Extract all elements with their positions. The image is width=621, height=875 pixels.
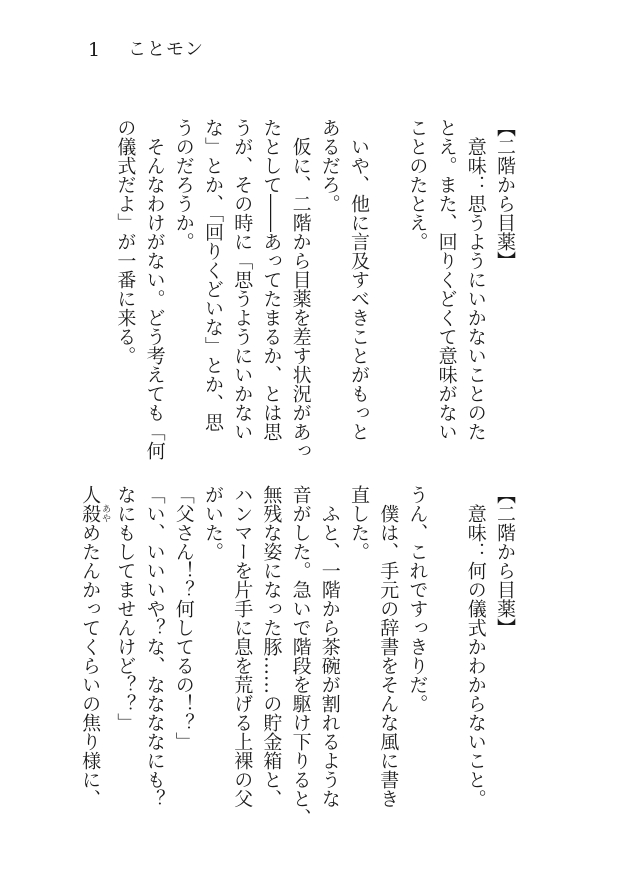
ruby-annotated-char <box>79 504 111 523</box>
running-title: ことモン <box>128 39 204 60</box>
blank-line <box>373 118 402 470</box>
text-line: ハンマーを片手に息を荒げる上裸の父 <box>231 485 254 808</box>
text-line: 仮に、二階から目薬を差す状況があっ <box>289 137 312 460</box>
text-line: うのだろうか。 <box>172 118 195 251</box>
text-line: うが、その時に「思うようにいかない <box>231 118 254 441</box>
definition-line: ことのたとえ。 <box>406 118 429 251</box>
ruby-reading: あや <box>100 504 111 523</box>
text-line: ふと、一階から茶碗が割れるような <box>318 504 341 808</box>
text-segment: 人 <box>79 485 102 504</box>
blank-line <box>431 485 460 837</box>
ruby-base: 殺 <box>79 504 102 523</box>
text-line: 音がした。急いで階段を駆け下りると、 <box>289 485 312 827</box>
page-number: 1 <box>88 39 101 61</box>
entry-heading: 【二階から目薬】 <box>494 118 516 270</box>
text-line: そんなわけがない。どう考えても「何 <box>143 137 166 460</box>
text-line <box>75 485 110 837</box>
lower-text-block <box>75 485 519 837</box>
text-segment: めたんかってくらいの焦り様に、 <box>79 523 102 808</box>
text-line: たとして――あってたまるか、とは思 <box>260 118 283 441</box>
text-line: な」とか、「回りくどいな」とか、思 <box>201 118 224 432</box>
text-line: の儀式だよ」が一番に来る。 <box>114 118 137 365</box>
entry-heading: 【二階から目薬】 <box>494 485 516 637</box>
text-line: 僕は、手元の辞書をそんな風に書き <box>377 504 400 808</box>
definition-line: とえ。また、回りくどくて意味がない <box>435 118 458 441</box>
text-line: あるだろ。 <box>318 118 341 213</box>
text-line: 無残な姿になった豚……の貯金箱と、 <box>260 485 283 808</box>
dialogue-line: 「父さん！？何してるの！？」 <box>172 485 195 751</box>
dialogue-line: なにもしてませんけど？？」 <box>114 485 137 732</box>
dialogue-line: 「い、いいいや？な、ななななにも？ <box>143 485 166 808</box>
definition-line: 意味：何の儀式かわからないこと。 <box>464 504 487 808</box>
text-line: うん、これですっきりだ。 <box>406 485 429 713</box>
text-line: いや、他に言及すべきことがもっと <box>348 137 370 441</box>
text-line: がいた。 <box>201 485 224 561</box>
text-line: 直した。 <box>348 485 370 561</box>
definition-line: 意味：思うようにいかないことのた <box>464 137 487 441</box>
upper-text-block <box>110 118 519 470</box>
